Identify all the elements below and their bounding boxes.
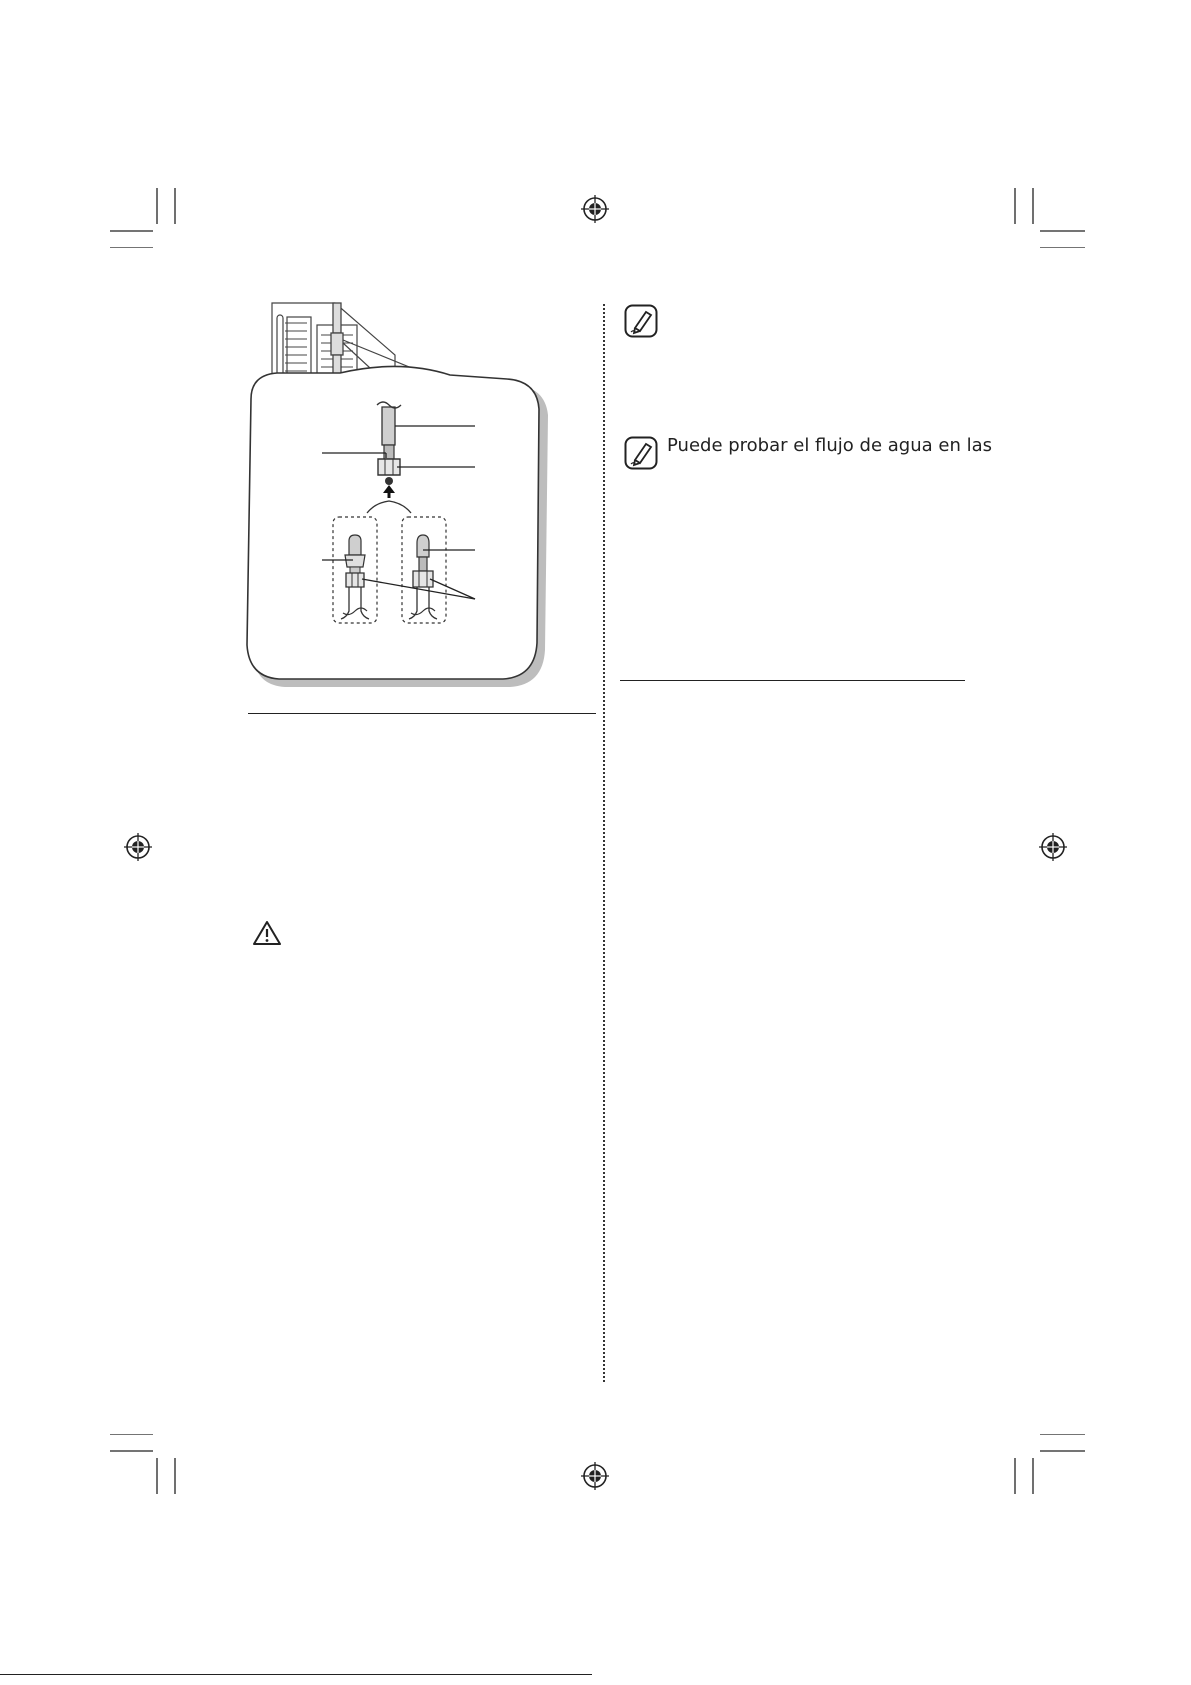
water-connection-illustration — [245, 295, 595, 695]
registration-target-icon-left — [124, 833, 152, 861]
registration-target-icon-right — [1039, 833, 1067, 861]
crop-marks-bottom-left — [110, 1434, 190, 1494]
note-text: Puede probar el flujo de agua en las — [667, 435, 992, 456]
pencil-note-icon-2 — [624, 436, 658, 470]
pencil-note-icon-1 — [624, 304, 658, 338]
crop-marks-top-left — [110, 188, 190, 248]
crop-marks-bottom-right — [1005, 1434, 1085, 1494]
column-divider — [603, 304, 605, 1382]
registration-target-icon-bottom — [581, 1462, 609, 1490]
footer-rule — [0, 1674, 592, 1675]
section-rule-right — [620, 680, 965, 681]
crop-marks-top-right — [1005, 188, 1085, 248]
registration-target-icon-top — [581, 195, 609, 223]
section-rule-left — [248, 713, 596, 714]
warning-triangle-icon — [252, 920, 282, 946]
